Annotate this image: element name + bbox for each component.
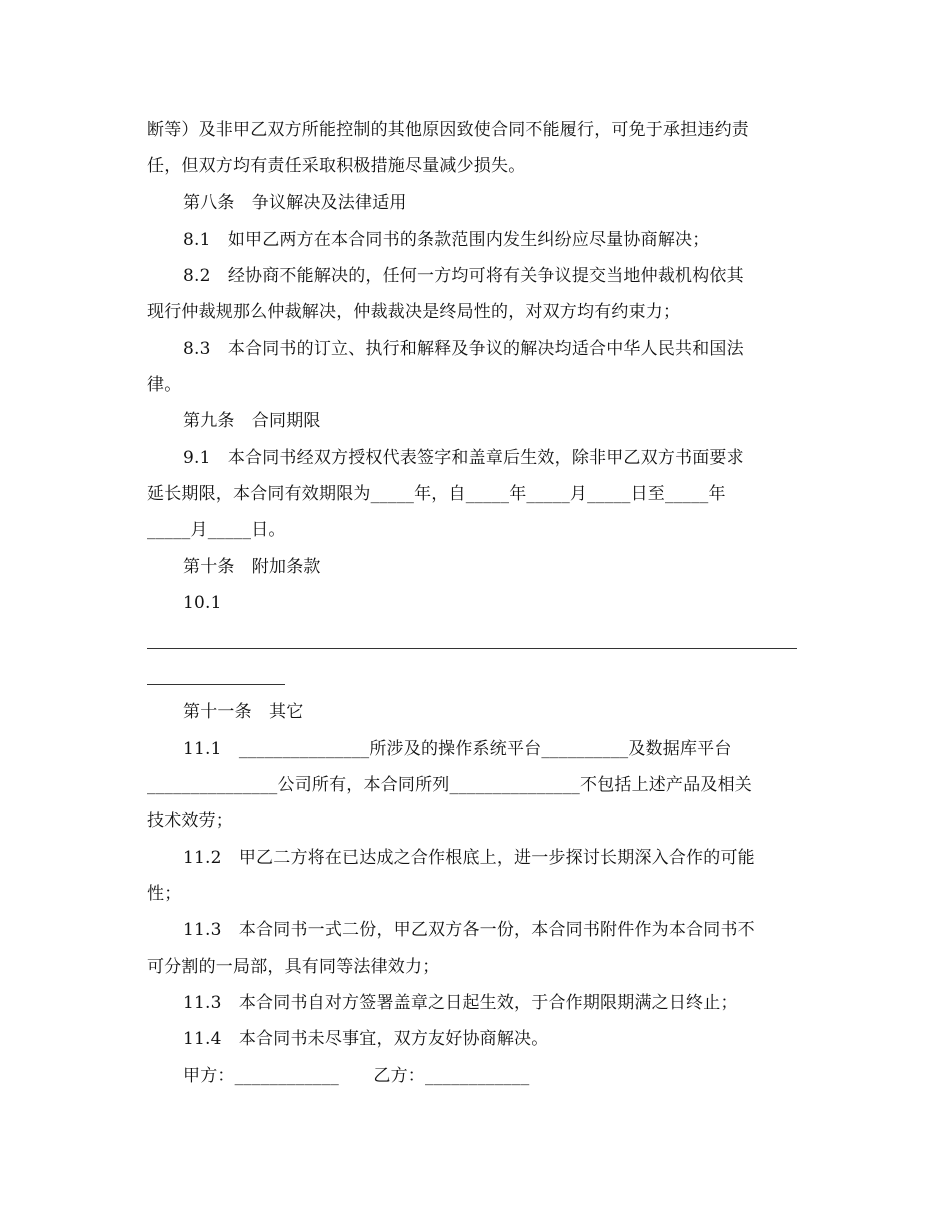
clause-8-2: 8.2 经协商不能解决的，任何一方均可将有关争议提交当地仲裁机构依其 [183, 266, 744, 286]
article-9-heading: 第九条 合同期限 [183, 411, 321, 431]
body-text-line: 任，但双方均有责任采取积极措施尽量减少损失。 [147, 156, 526, 176]
clause-8-3: 8.3 本合同书的订立、执行和解释及争议的解决均适合中华人民共和国法 [183, 339, 744, 359]
clause-10-1: 10.1 [183, 593, 222, 613]
article-8-heading: 第八条 争议解决及法律适用 [183, 193, 407, 213]
clause-11-3: 11.3 本合同书一式二份，甲乙双方各一份，本合同书附件作为本合同书不 [183, 920, 755, 940]
clause-8-3-continued: 律。 [147, 375, 182, 395]
clause-11-1: 11.1 _______________所涉及的操作系统平台__________及数据库平台 [183, 739, 732, 759]
article-10-heading: 第十条 附加条款 [183, 557, 321, 577]
clause-11-2: 11.2 甲乙二方将在已达成之合作根底上，进一步探讨长期深入合作的可能 [183, 848, 755, 868]
body-text-line: 断等）及非甲乙双方所能控制的其他原因致使合同不能履行，可免于承担违约责 [147, 120, 749, 140]
clause-11-4: 11.4 本合同书未尽事宜，双方友好协商解决。 [183, 1029, 549, 1049]
clause-11-2-continued: 性； [147, 884, 182, 904]
blank-fill-line [147, 648, 797, 649]
clause-9-1-end: _____月_____日。 [147, 520, 286, 540]
blank-fill-line [147, 684, 285, 685]
clause-8-1: 8.1 如甲乙两方在本合同书的条款范围内发生纠纷应尽量协商解决； [183, 230, 710, 250]
article-11-heading: 第十一条 其它 [183, 702, 304, 722]
clause-11-3-continued: 可分割的一局部，具有同等法律效力； [147, 957, 440, 977]
signature-line: 甲方：____________ 乙方：____________ [183, 1066, 530, 1086]
clause-11-1-continued: _______________公司所有，本合同所列_______________不包括上述产品及相关 [147, 775, 752, 795]
clause-8-2-continued: 现行仲裁规那么仲裁解决，仲裁裁决是终局性的，对双方均有约束力； [147, 302, 681, 322]
clause-11-1-end: 技术效劳； [147, 811, 233, 831]
clause-9-1-continued: 延长期限，本合同有效期限为_____年，自_____年_____月_____日至_____年 [147, 484, 726, 504]
clause-9-1: 9.1 本合同书经双方授权代表签字和盖章后生效，除非甲乙双方书面要求 [183, 448, 744, 468]
clause-11-3-effective: 11.3 本合同书自对方签署盖章之日起生效，于合作期限期满之日终止； [183, 993, 738, 1013]
